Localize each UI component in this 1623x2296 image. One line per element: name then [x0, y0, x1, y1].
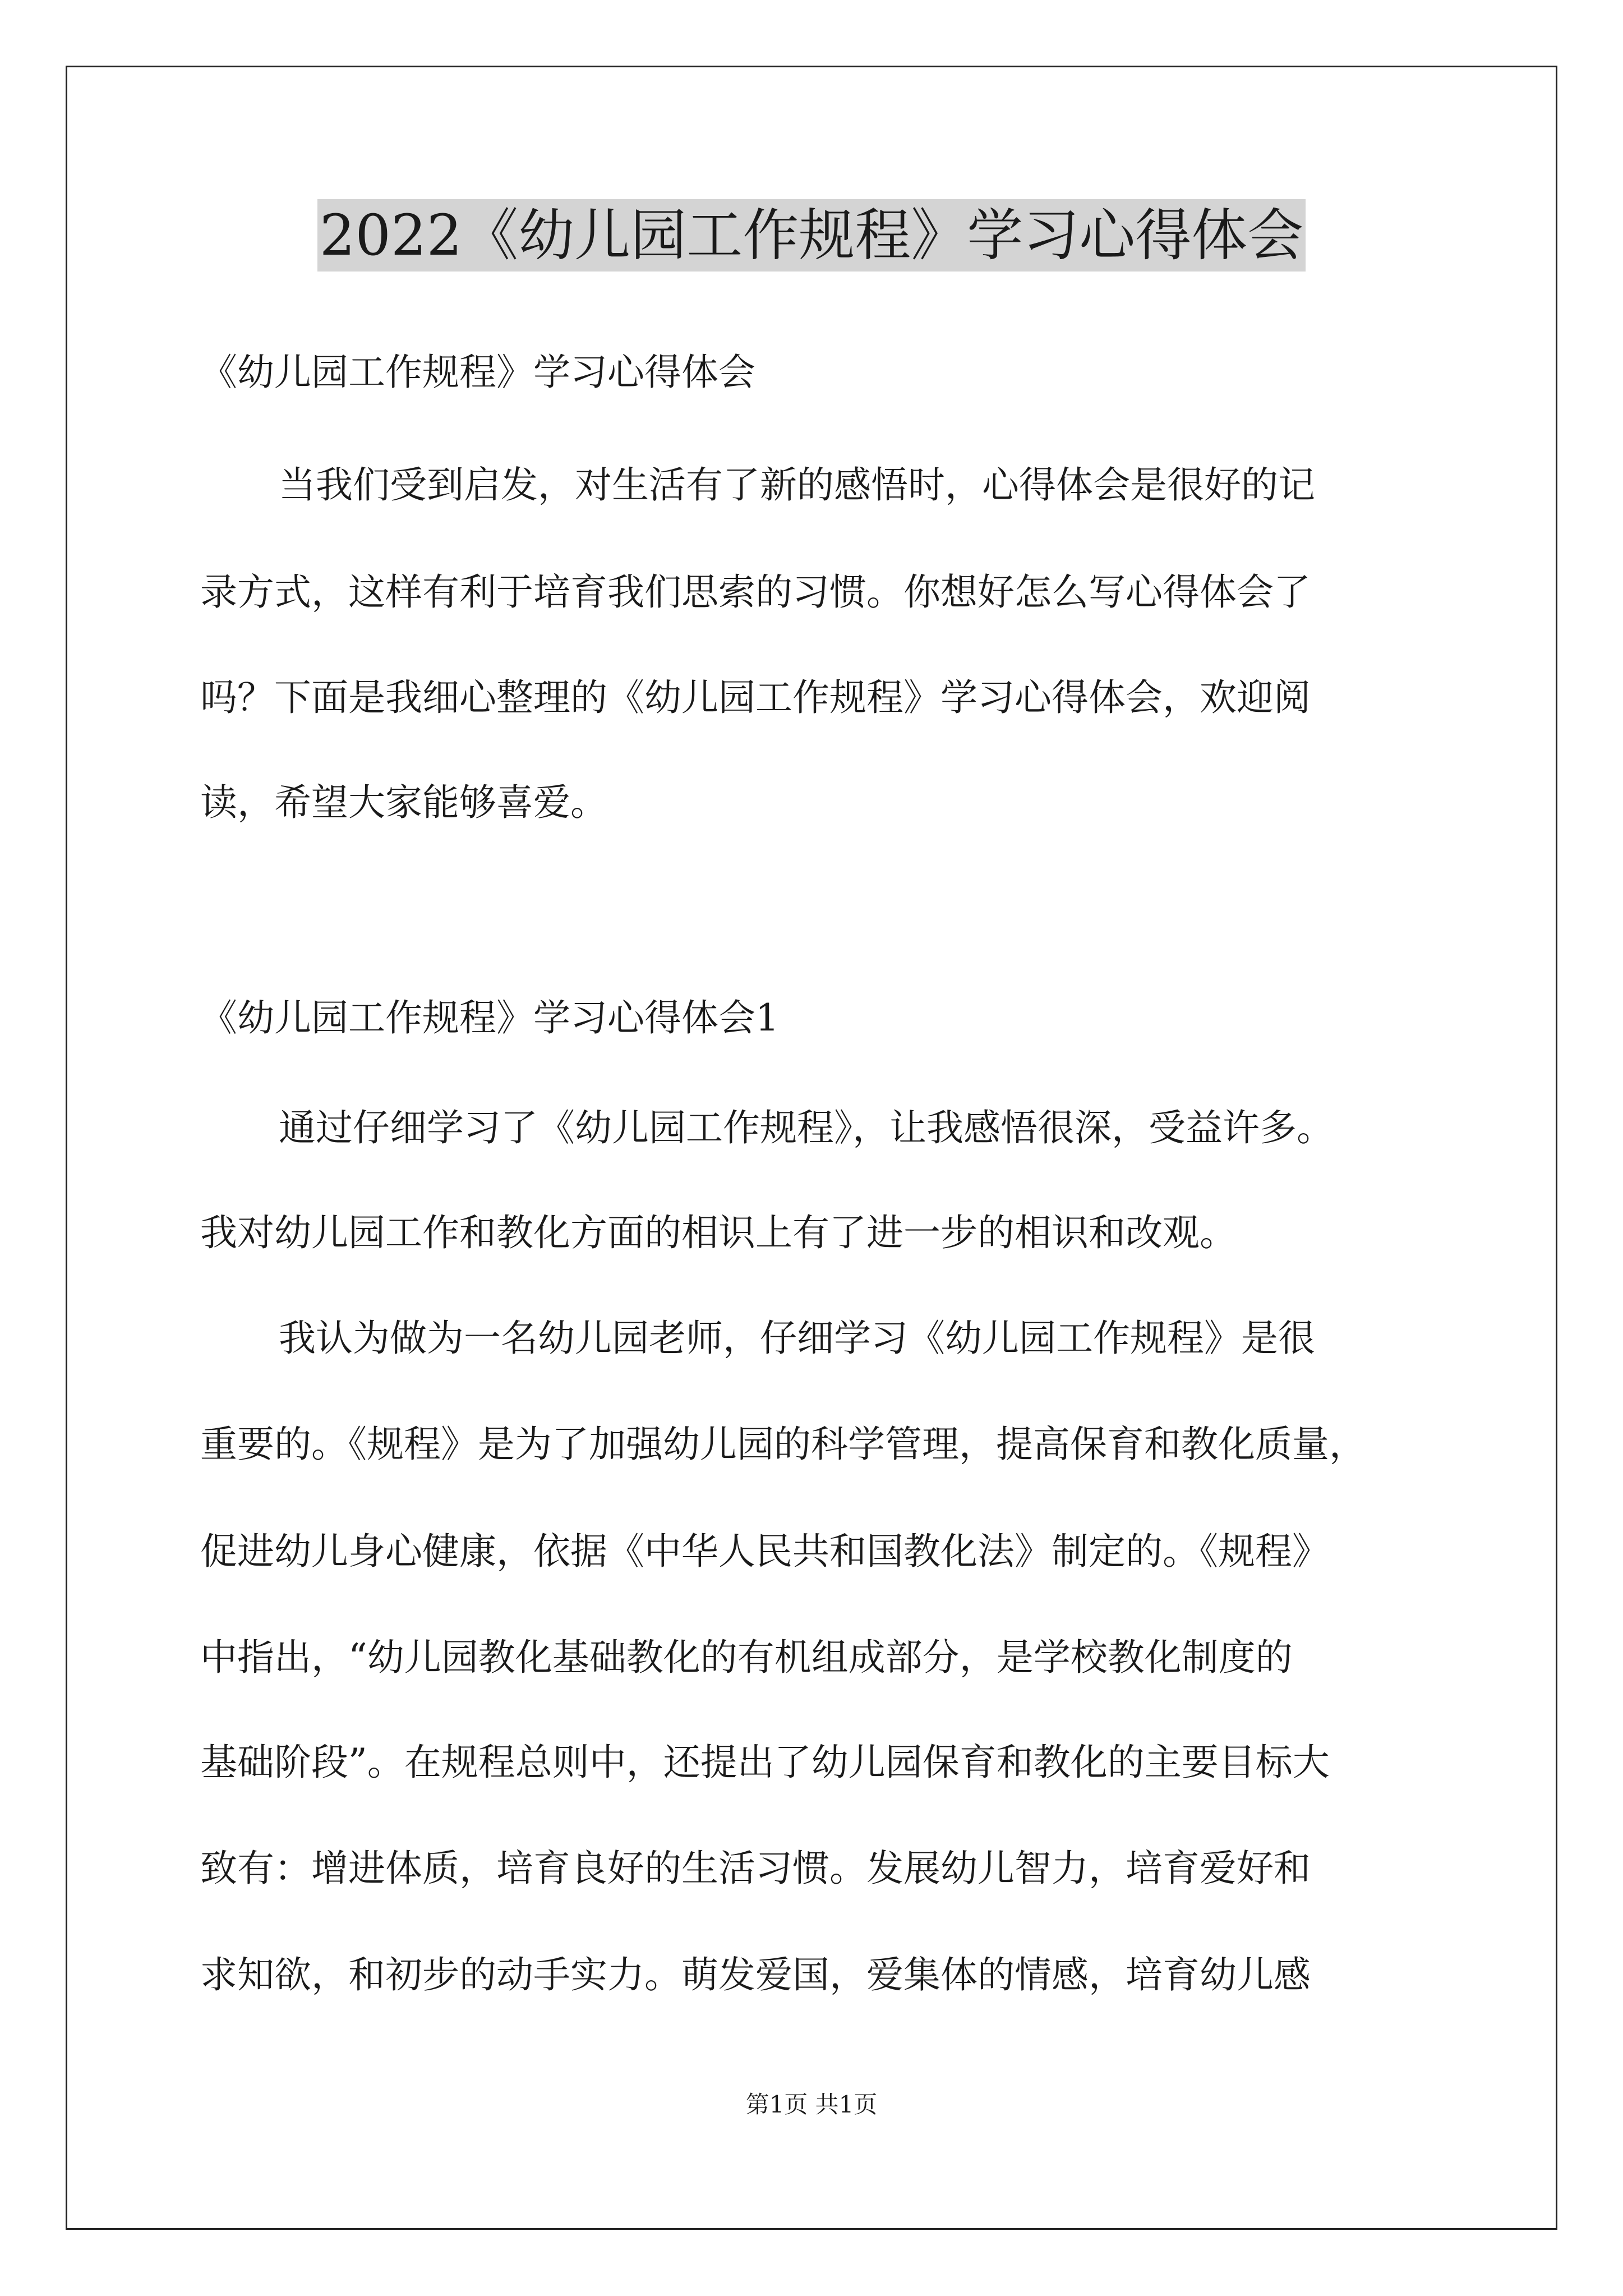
document-title	[0, 194, 1623, 278]
paragraph-line: 我认为做为一名幼儿园老师，仔细学习《幼儿园工作规程》是很	[279, 1317, 1315, 1360]
paragraph-line: 基础阶段”。在规程总则中，还提出了幼儿园保育和教化的主要目标大	[200, 1741, 1330, 1784]
paragraph-line: 吗？下面是我细心整理的《幼儿园工作规程》学习心得体会，欢迎阅	[200, 676, 1311, 719]
paragraph-line: 通过仔细学习了《幼儿园工作规程》，让我感悟很深，受益许多。	[279, 1106, 1334, 1149]
section-heading: 《幼儿园工作规程》学习心得体会1	[200, 996, 779, 1039]
paragraph-line: 读，希望大家能够喜爱。	[200, 781, 607, 824]
paragraph-line: 录方式，这样有利于培育我们思索的习惯。你想好怎么写心得体会了	[200, 570, 1311, 614]
page-footer: 第1页 共1页	[745, 2091, 878, 2118]
paragraph-line: 促进幼儿身心健康，依据《中华人民共和国教化法》制定的。《规程》	[200, 1530, 1329, 1573]
paragraph-line: 当我们受到启发，对生活有了新的感悟时，心得体会是很好的记	[279, 463, 1315, 507]
section-heading: 《幼儿园工作规程》学习心得体会	[200, 351, 755, 394]
paragraph-line: 致有：增进体质，培育良好的生活习惯。发展幼儿智力，培育爱好和	[200, 1847, 1311, 1890]
paragraph-line: 重要的。《规程》是为了加强幼儿园的科学管理，提高保育和教化质量，	[200, 1423, 1366, 1466]
document-title-text: 2022《幼儿园工作规程》学习心得体会	[317, 199, 1306, 272]
paragraph-line: 中指出，“幼儿园教化基础教化的有机组成部分，是学校教化制度的	[200, 1636, 1293, 1679]
paragraph-line: 求知欲，和初步的动手实力。萌发爱国，爱集体的情感，培育幼儿感	[200, 1953, 1311, 1996]
paragraph-line: 我对幼儿园工作和教化方面的相识上有了进一步的相识和改观。	[200, 1211, 1237, 1254]
